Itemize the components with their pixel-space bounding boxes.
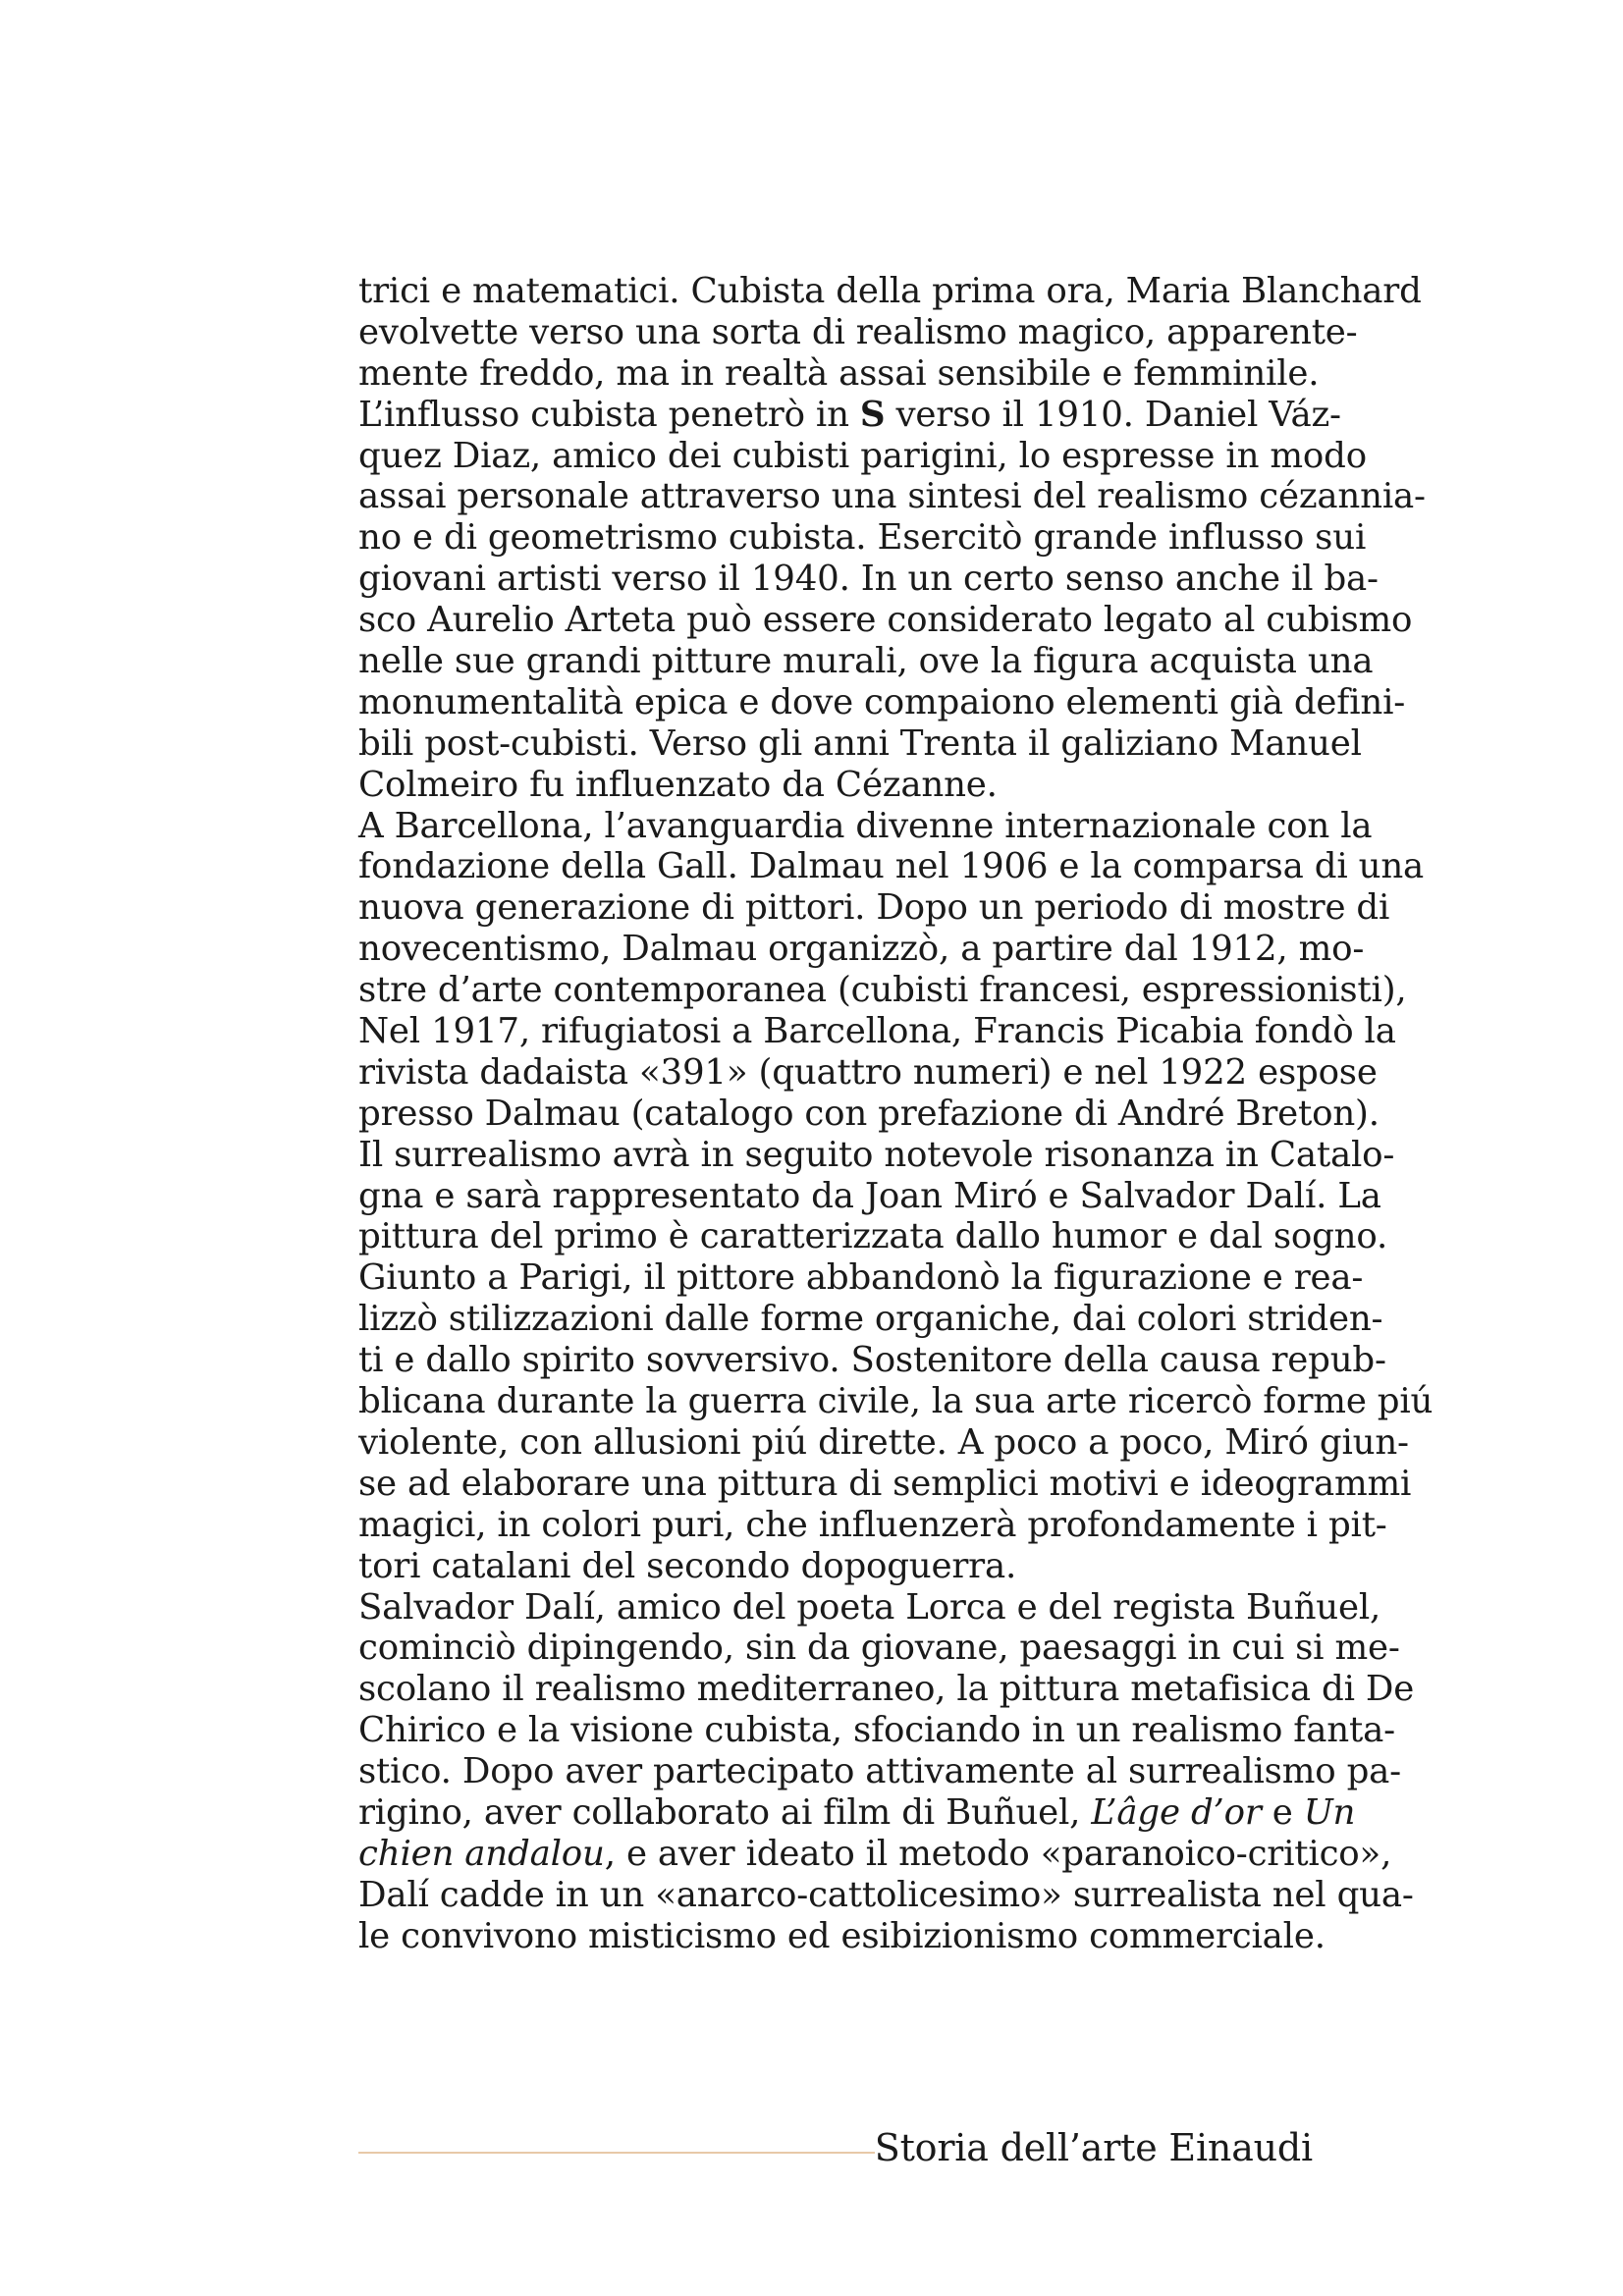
text-line: Colmeiro fu influenzato da Cézanne. — [358, 764, 998, 805]
text-line: cominciò dipingendo, sin da giovane, paesaggi in cui si me- — [358, 1628, 1400, 1669]
text-line: fondazione della Gall. Dalmau nel 1906 e la comparsa di una — [358, 846, 1425, 887]
film-title-italic: L’âge d’or — [1091, 1791, 1262, 1833]
text-line: le convivono misticismo ed esibizionismo commerciale. — [358, 1915, 1325, 1956]
footer-title: Storia dell’arte Einaudi — [874, 2126, 1313, 2169]
text-line: lizzò stilizzazioni dalle forme organiche, dai colori striden- — [358, 1299, 1383, 1340]
text-line: monumentalità epica e dove compaiono elementi già defini- — [358, 681, 1406, 722]
text-line: quez Diaz, amico dei cubisti parigini, lo espresse in modo — [358, 435, 1367, 476]
footer-divider — [358, 2152, 875, 2154]
text-line: stico. Dopo aver partecipato attivamente al surrealismo pa- — [358, 1751, 1401, 1792]
text-segment: e — [1261, 1791, 1304, 1833]
text-line: magici, in colori puri, che influenzerà profondamente i pit- — [358, 1504, 1387, 1545]
text-line: nelle sue grandi pitture murali, ove la figura acquista una — [358, 641, 1374, 682]
bold-initial: S — [859, 394, 886, 435]
text-line: rivista dadaista «391» (quattro numeri) e nel 1922 espose — [358, 1051, 1378, 1093]
text-line: Dalí cadde in un «anarco-cattolicesimo» surrealista nel qua- — [358, 1874, 1414, 1915]
text-line: pittura del primo è caratterizzata dallo humor e dal sogno. — [358, 1216, 1388, 1257]
text-line: tori catalani del secondo dopoguerra. — [358, 1545, 1017, 1586]
text-line: Il surrealismo avrà in seguito notevole risonanza in Catalo- — [358, 1134, 1395, 1175]
text-line: presso Dalmau (catalogo con prefazione di André Breton). — [358, 1093, 1380, 1134]
text-line: Nel 1917, rifugiatosi a Barcellona, Francis Picabia fondò la — [358, 1011, 1396, 1052]
text-line: stre d’arte contemporanea (cubisti francesi, espressionisti), — [358, 970, 1407, 1011]
text-line — [358, 1833, 1392, 1875]
text-line: giovani artisti verso il 1940. In un certo senso anche il ba- — [358, 559, 1379, 600]
text-line: evolvette verso una sorta di realismo magico, apparente- — [358, 311, 1358, 352]
text-line: violente, con allusioni piú dirette. A poco a poco, Miró giun- — [358, 1421, 1409, 1463]
text-line: A Barcellona, l’avanguardia divenne internazionale con la — [358, 805, 1373, 846]
text-line: assai personale attraverso una sintesi del realismo cézannia- — [358, 476, 1426, 517]
text-line: se ad elaborare una pittura di semplici motivi e ideogrammi — [358, 1463, 1412, 1504]
text-segment: L’influsso cubista penetrò in — [358, 394, 860, 435]
text-line: blicana durante la guerra civile, la sua arte ricercò forme piú — [358, 1381, 1434, 1422]
body-text — [358, 271, 1434, 1957]
text-line: ti e dallo spirito sovversivo. Sostenitore della causa repub- — [358, 1340, 1386, 1381]
text-line: bili post-cubisti. Verso gli anni Trenta il galiziano Manuel — [358, 722, 1362, 764]
text-segment: rigino, aver collaborato ai film di Buñuel, — [358, 1791, 1092, 1833]
text-segment: , e aver ideato il metodo «paranoico-critico», — [604, 1833, 1392, 1874]
text-line: Salvador Dalí, amico del poeta Lorca e del regista Buñuel, — [358, 1586, 1381, 1628]
text-line: Giunto a Parigi, il pittore abbandonò la figurazione e rea- — [358, 1257, 1364, 1299]
text-line: gna e sarà rappresentato da Joan Miró e Salvador Dalí. La — [358, 1175, 1381, 1216]
text-line: scolano il realismo mediterraneo, la pittura metafisica di De — [358, 1669, 1415, 1710]
film-title-italic: Un — [1303, 1791, 1356, 1833]
text-segment: verso il 1910. Daniel Váz- — [885, 394, 1341, 435]
text-line: Chirico e la visione cubista, sfociando in un realismo fanta- — [358, 1710, 1395, 1751]
text-line: novecentismo, Dalmau organizzò, a partire dal 1912, mo- — [358, 929, 1365, 970]
text-line: mente freddo, ma in realtà assai sensibile e femminile. — [358, 352, 1320, 394]
text-line: nuova generazione di pittori. Dopo un periodo di mostre di — [358, 887, 1390, 929]
text-line: sco Aurelio Arteta può essere considerato legato al cubismo — [358, 600, 1413, 641]
text-line: trici e matematici. Cubista della prima ora, Maria Blanchard — [358, 271, 1422, 311]
text-line: no e di geometrismo cubista. Esercitò grande influsso sui — [358, 517, 1367, 559]
text-line — [358, 394, 1341, 436]
film-title-italic: chien andalou — [358, 1833, 605, 1874]
text-line — [358, 1791, 1356, 1834]
